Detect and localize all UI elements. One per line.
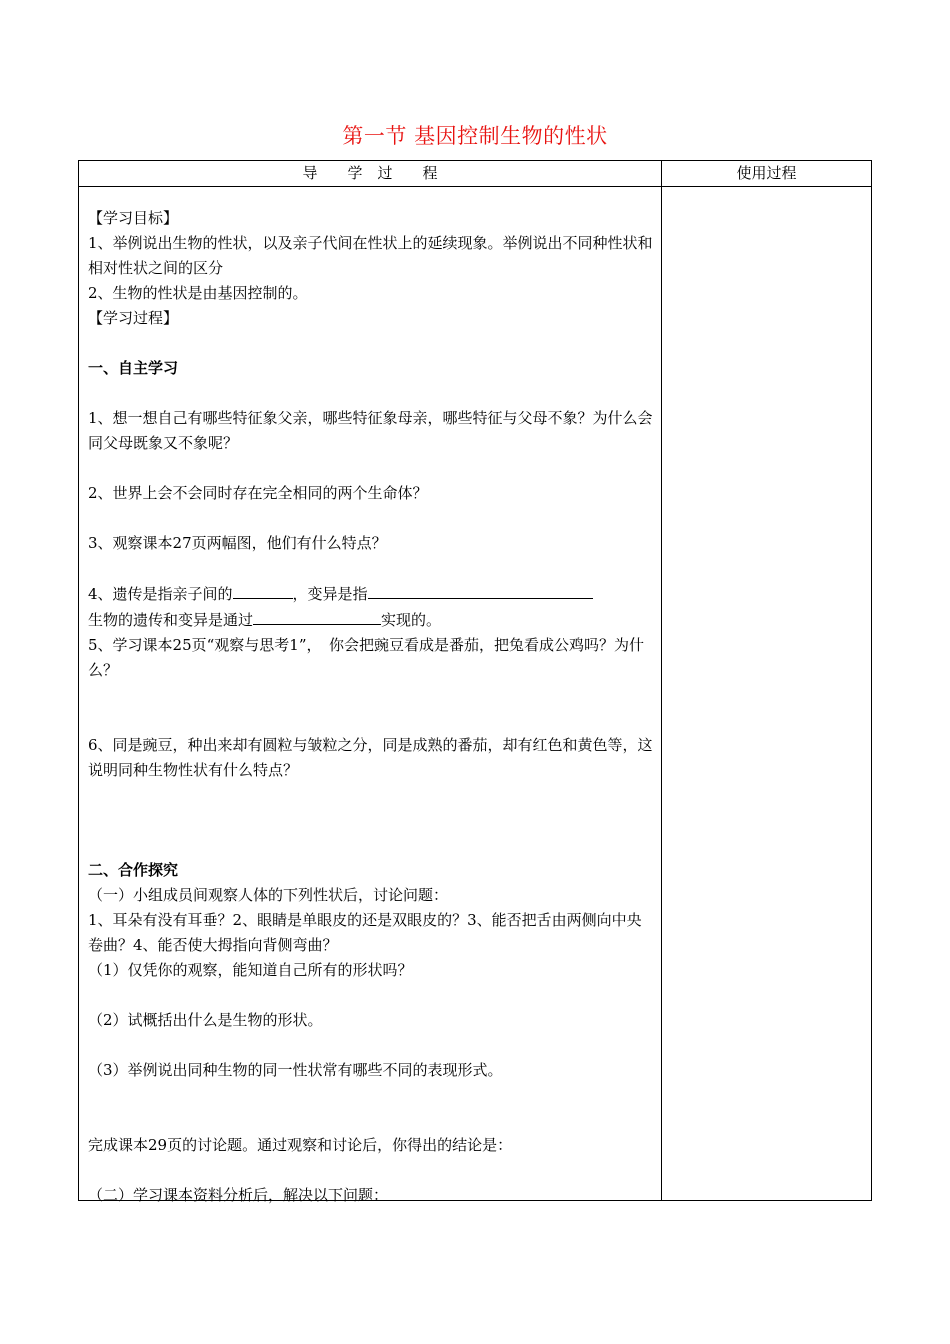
fill-blank-heredity <box>233 581 293 599</box>
column-header-usage: 使用过程 <box>736 164 797 182</box>
header-divider <box>79 186 871 187</box>
conclusion-prompt: 完成课本29页的讨论题。通过观察和讨论后，你得出的结论是： <box>88 1136 513 1154</box>
section-1-heading: 一、自主学习 <box>88 359 179 377</box>
goal-1: 1、举例说出生物的性状，以及亲子代间在性状上的延续现象。举例说出不同种性状和相对性状之间的区分 <box>88 234 653 277</box>
question-4-line-2 <box>88 607 654 633</box>
question-4-part-c: 生物的遗传和变异是通过 <box>88 611 254 629</box>
goals-heading: 【学习目标】 <box>88 209 179 227</box>
question-1: 1、想一想自己有哪些特征象父亲，哪些特征象母亲，哪些特征与父母不象？为什么会同父母既象又不象呢？ <box>88 409 653 452</box>
question-2: 2、世界上会不会同时存在完全相同的两个生命体？ <box>88 484 428 502</box>
question-4-part-b: ，变异是指 <box>292 585 368 603</box>
page-title: 第一节 基因控制生物的性状 <box>342 124 608 148</box>
question-4-part-a: 4、遗传是指亲子间的 <box>88 585 233 603</box>
fill-blank-variation <box>368 581 593 599</box>
subsection-2: （二）学习课本资料分析后，解决以下问题： <box>88 1186 389 1204</box>
question-4-part-d: 实现的。 <box>381 611 442 629</box>
traits-list: 1、耳朵有没有耳垂？2、眼睛是单眼皮的还是双眼皮的？3、能否把舌由两侧向中央卷曲？4、能否使大拇指向背侧弯曲？ <box>88 911 642 954</box>
lesson-content <box>88 206 654 1208</box>
column-header-guided-learning: 导 学 过 程 <box>302 164 438 182</box>
subsection-1: （一）小组成员间观察人体的下列性状后，讨论问题： <box>88 886 449 904</box>
question-3: 3、观察课本27页两幅图，他们有什么特点？ <box>88 534 387 552</box>
process-heading: 【学习过程】 <box>88 309 179 327</box>
column-divider <box>661 161 662 1200</box>
sub-question-2: （2）试概括出什么是生物的形状。 <box>88 1011 323 1029</box>
question-5: 5、学习课本25页“观察与思考1”， 你会把豌豆看成是番茄，把兔看成公鸡吗？为什么？ <box>88 636 645 679</box>
question-6: 6、同是豌豆，种出来却有圆粒与皱粒之分，同是成熟的番茄，却有红色和黄色等，这说明同种生物性状有什么特点？ <box>88 736 653 779</box>
lesson-table <box>78 160 872 1204</box>
question-4-line-1 <box>88 581 654 607</box>
section-2-heading: 二、合作探究 <box>88 861 179 879</box>
goal-2: 2、生物的性状是由基因控制的。 <box>88 284 308 302</box>
sub-question-1: （1）仅凭你的观察，能知道自己所有的形状吗？ <box>88 961 413 979</box>
sub-question-3: （3）举例说出同种生物的同一性状常有哪些不同的表现形式。 <box>88 1061 503 1079</box>
fill-blank-mechanism <box>253 607 381 625</box>
